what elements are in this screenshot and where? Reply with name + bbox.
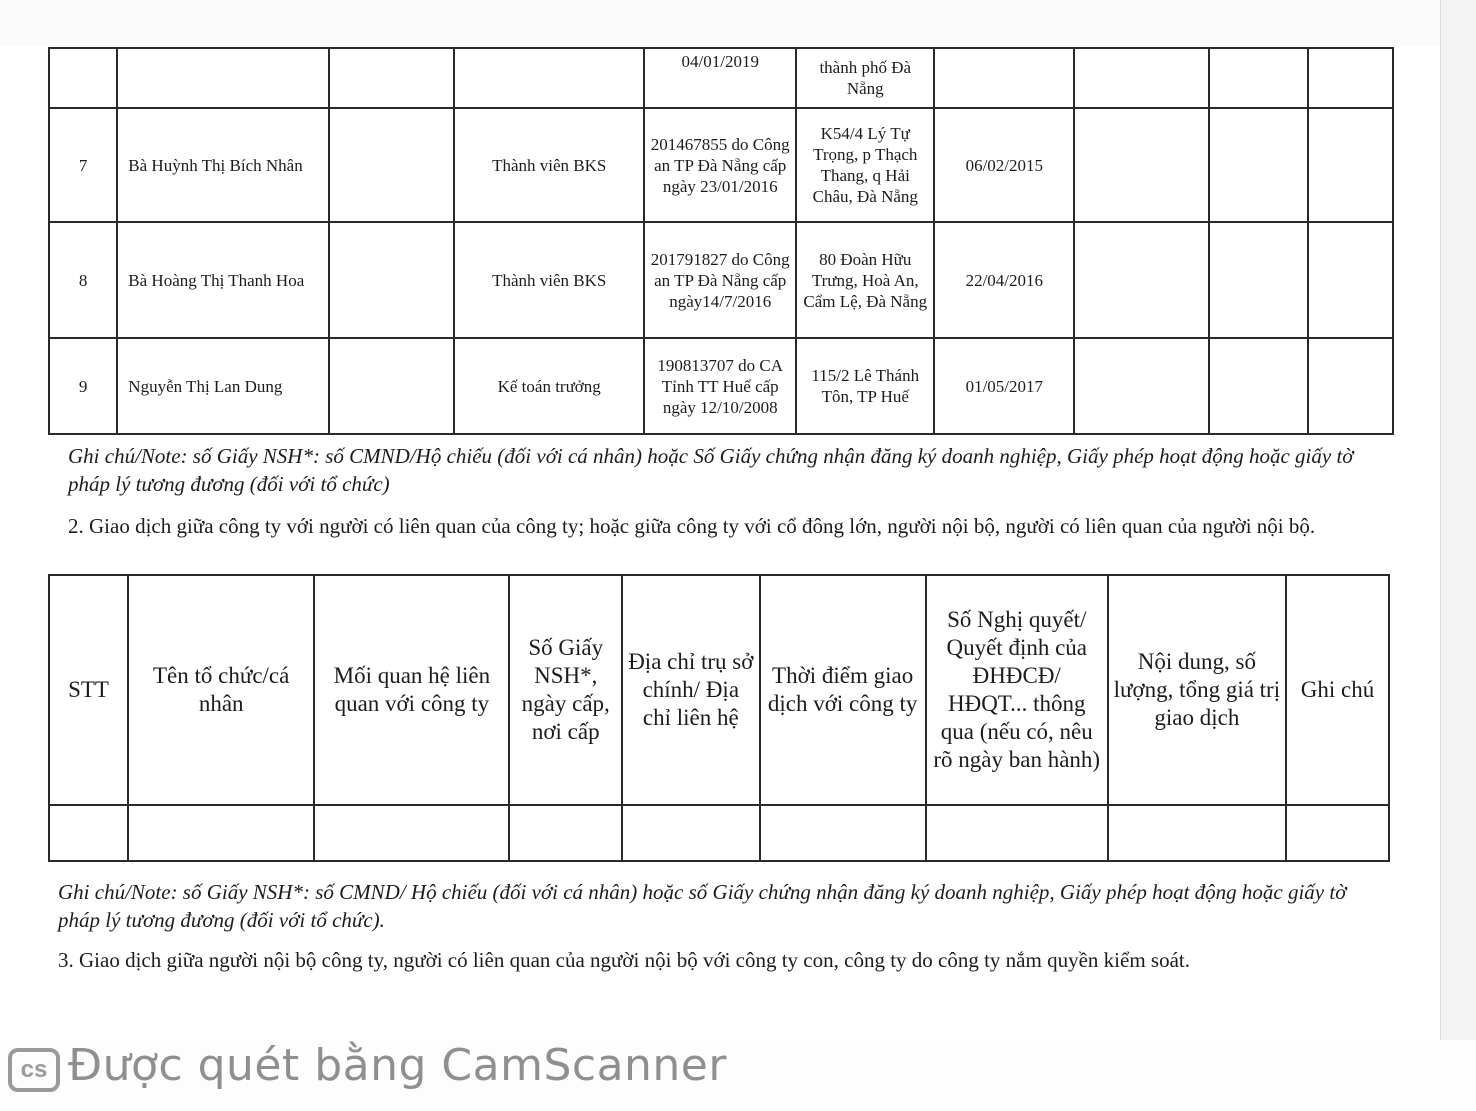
page-edge-top [0,0,1476,46]
header-id: Số Giấy NSH*, ngày cấp, nơi cấp [509,575,622,805]
section-3-heading: 3. Giao dịch giữa người nội bộ công ty, người có liên quan của người nội bộ với công ty con, công ty do công ty nắm quyền kiểm soát. [58,948,1190,972]
cell-empty [509,805,622,861]
cell-empty [329,48,454,108]
cell-id: 201791827 do Công an TP Đà Nẵng cấp ngày14/7/2016 [644,222,796,338]
cell-empty [1209,108,1308,222]
note-1: Ghi chú/Note: số Giấy NSH*: số CMND/Hộ chiếu (đối với cá nhân) hoặc Số Giấy chứng nhận đăng ký doanh nghiệp, Giấy phép hoạt động hoặc giấy tờ pháp lý tương đương (đối với tổ chức) [68,444,1354,496]
cell-empty [1209,222,1308,338]
camscanner-watermark: Được quét bằng CamScanner [68,1040,727,1091]
cell-id: 190813707 do CA Tỉnh TT Huế cấp ngày 12/10/2008 [644,338,796,434]
cell-empty [1308,108,1393,222]
cell-empty [49,805,128,861]
cell-name [117,48,328,108]
table-row [49,222,1393,338]
cell-role: Thành viên BKS [454,222,644,338]
cell-empty [1074,338,1209,434]
table-row [49,805,1389,861]
cell-id: 201467855 do Công an TP Đà Nẵng cấp ngày 23/01/2016 [644,108,796,222]
cell-stt: 9 [49,338,117,434]
table-header-row [49,575,1389,805]
cell-address: 80 Đoàn Hữu Trưng, Hoà An, Cẩm Lệ, Đà Nẵng [796,222,934,338]
table-row [49,48,1393,108]
cell-stt: 8 [49,222,117,338]
cell-role: Kế toán trưởng [454,338,644,434]
cell-empty [1308,48,1393,108]
camscanner-logo: cs [8,1048,60,1092]
cell-address: 115/2 Lê Thánh Tôn, TP Huế [796,338,934,434]
cell-empty [1074,108,1209,222]
header-relation: Mối quan hệ liên quan với công ty [314,575,509,805]
cell-empty [1108,805,1286,861]
cell-date: 06/02/2015 [934,108,1074,222]
table-row [49,108,1393,222]
cell-empty [329,222,454,338]
section-2-heading: 2. Giao dịch giữa công ty với người có liên quan của công ty; hoặc giữa công ty với cổ đông lớn, người nội bộ, người có liên quan của người nội bộ. [68,514,1316,538]
cell-date [934,48,1074,108]
cell-id: 04/01/2019 [644,48,796,108]
cell-address: thành phố Đà Nẵng [796,48,934,108]
note-2: Ghi chú/Note: số Giấy NSH*: số CMND/ Hộ chiếu (đối với cá nhân) hoặc số Giấy chứng nhận đăng ký doanh nghiệp, Giấy phép hoạt động hoặc giấy tờ pháp lý tương đương (đối với tổ chức). [58,880,1347,932]
cell-empty [1308,222,1393,338]
cell-date: 22/04/2016 [934,222,1074,338]
cell-empty [622,805,760,861]
cell-empty [329,108,454,222]
cell-role [454,48,644,108]
table-row [49,338,1393,434]
cell-empty [329,338,454,434]
cell-date: 01/05/2017 [934,338,1074,434]
header-name: Tên tổ chức/cá nhân [128,575,314,805]
header-content: Nội dung, số lượng, tổng giá trị giao dịch [1108,575,1286,805]
cell-empty [1286,805,1389,861]
header-address: Địa chỉ trụ sở chính/ Địa chỉ liên hệ [622,575,760,805]
cell-empty [1209,338,1308,434]
cell-empty [1074,222,1209,338]
header-notes: Ghi chú [1286,575,1389,805]
cell-name: Nguyễn Thị Lan Dung [117,338,328,434]
transaction-table [48,574,1390,862]
cell-stt: 7 [49,108,117,222]
cell-role: Thành viên BKS [454,108,644,222]
insider-table [48,47,1394,435]
header-resolution: Số Nghị quyết/ Quyết định của ĐHĐCĐ/ HĐQT... thông qua (nếu có, nêu rõ ngày ban hành) [926,575,1108,805]
cell-empty [760,805,926,861]
cell-empty [314,805,509,861]
cell-address: K54/4 Lý Tự Trọng, p Thạch Thang, q Hải Châu, Đà Nẵng [796,108,934,222]
cell-empty [128,805,314,861]
cell-stt [49,48,117,108]
page-edge-right [1440,0,1476,1111]
cell-empty [1209,48,1308,108]
cell-name: Bà Hoàng Thị Thanh Hoa [117,222,328,338]
cell-empty [926,805,1108,861]
cell-empty [1074,48,1209,108]
cell-empty [1308,338,1393,434]
header-time: Thời điểm giao dịch với công ty [760,575,926,805]
cell-name: Bà Huỳnh Thị Bích Nhân [117,108,328,222]
header-stt: STT [49,575,128,805]
